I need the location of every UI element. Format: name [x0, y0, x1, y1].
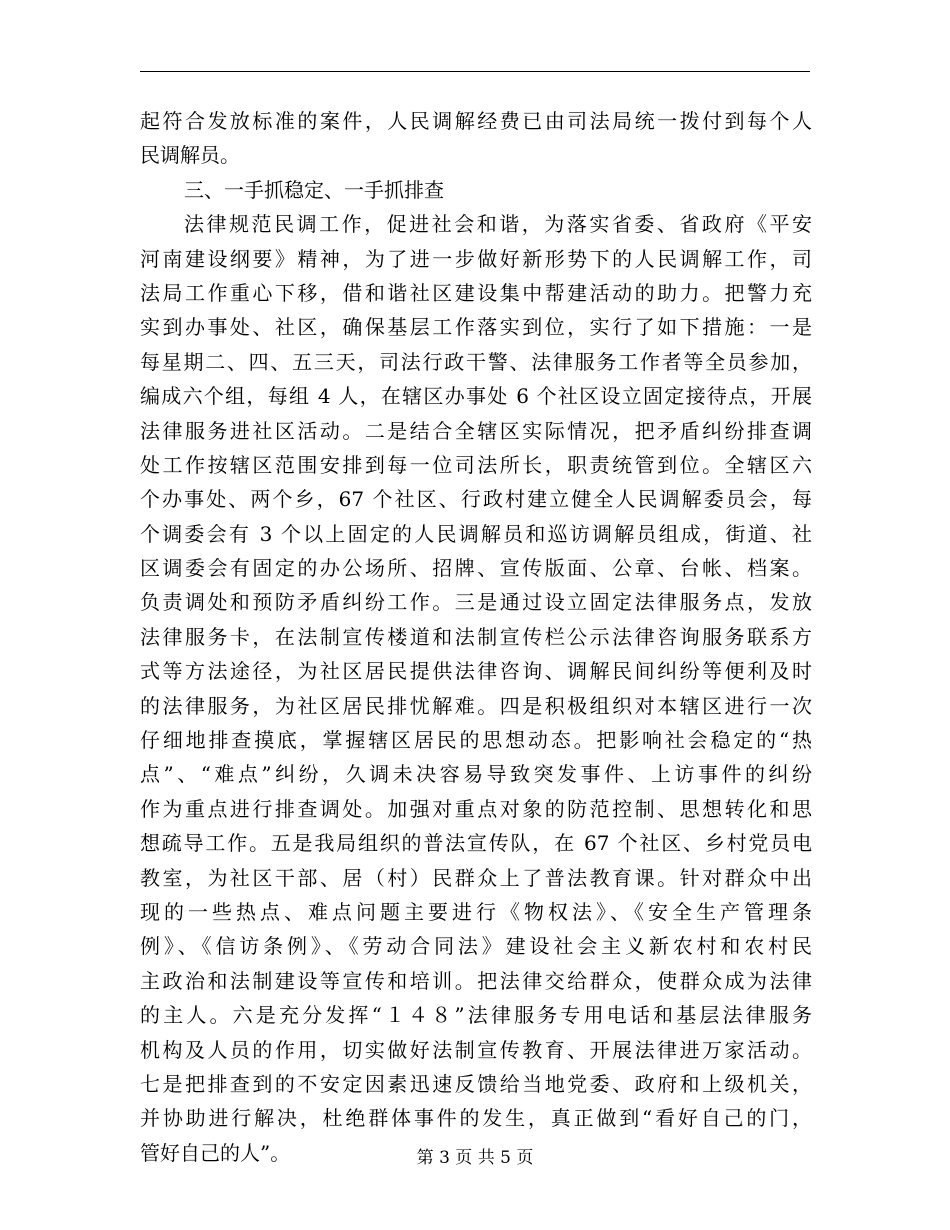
text-line: 处工作按辖区范围安排到每一位司法所长，职责统管到位。全辖区六	[140, 452, 812, 477]
text-line: 法律服务进社区活动。二是结合全辖区实际情况，把矛盾纠纷排查调	[140, 418, 812, 443]
text-line: 区调委会有固定的办公场所、招牌、宣传版面、公章、台帐、档案。	[140, 556, 812, 581]
text-line: 个办事处、两个乡，67 个社区、行政村建立健全人民调解委员会，每	[140, 487, 812, 512]
text-line: 七是把排查到的不安定因素迅速反馈给当地党委、政府和上级机关，	[140, 1071, 812, 1096]
text-line: 管好自己的人”。	[140, 1140, 291, 1165]
text-line: 河南建设纲要》精神，为了进一步做好新形势下的人民调解工作，司	[140, 246, 812, 271]
document-body	[140, 104, 812, 1170]
page-footer: 第 3 页 共 5 页	[416, 1148, 534, 1168]
text-line: 起符合发放标准的案件，人民调解经费已由司法局统一拨付到每个人	[140, 109, 812, 133]
text-line: 仔细地排查摸底，掌握辖区居民的思想动态。把影响社会稳定的“热	[140, 728, 812, 753]
text-line: 的法律服务，为社区居民排忧解难。四是积极组织对本辖区进行一次	[140, 693, 812, 718]
text-line: 民调解员。	[140, 143, 240, 168]
text-line: 教室，为社区干部、居（村）民群众上了普法教育课。针对群众中出	[140, 865, 812, 890]
text-line: 每星期二、四、五三天，司法行政干警、法律服务工作者等全员参加，	[140, 349, 812, 374]
text-line: 机构及人员的作用，切实做好法制宣传教育、开展法律进万家活动。	[140, 1037, 812, 1062]
header-rule	[140, 71, 810, 72]
text-line: 点”、“难点”纠纷，久调未决容易导致突发事件、上访事件的纠纷	[140, 762, 812, 787]
text-line: 并协助进行解决，杜绝群体事件的发生，真正做到“看好自己的门，	[140, 1106, 812, 1131]
text-line: 实到办事处、社区，确保基层工作落实到位，实行了如下措施：一是	[140, 315, 812, 340]
text-line: 法律规范民调工作，促进社会和谐，为落实省委、省政府《平安	[184, 212, 812, 237]
text-line: 三、一手抓稳定、一手抓排查	[184, 177, 444, 202]
text-line: 个调委会有 3 个以上固定的人民调解员和巡访调解员组成，街道、社	[140, 521, 812, 546]
text-line: 负责调处和预防矛盾纠纷工作。三是通过设立固定法律服务点，发放	[140, 590, 812, 615]
text-line: 法律服务卡，在法制宣传楼道和法制宣传栏公示法律咨询服务联系方	[140, 624, 812, 649]
text-line: 现的一些热点、难点问题主要进行《物权法》、《安全生产管理条	[140, 899, 812, 924]
text-line: 例》、《信访条例》、《劳动合同法》建设社会主义新农村和农村民	[140, 934, 812, 959]
text-line: 作为重点进行排查调处。加强对重点对象的防范控制、思想转化和思	[140, 796, 812, 821]
text-line: 式等方法途径，为社区居民提供法律咨询、调解民间纠纷等便利及时	[140, 659, 812, 684]
text-line: 的主人。六是充分发挥“１４８”法律服务专用电话和基层法律服务	[140, 1003, 812, 1028]
text-line: 想疏导工作。五是我局组织的普法宣传队，在 67 个社区、乡村党员电	[140, 831, 812, 856]
text-line: 法局工作重心下移，借和谐社区建设集中帮建活动的助力。把警力充	[140, 280, 812, 305]
text-line: 编成六个组，每组 4 人，在辖区办事处 6 个社区设立固定接待点，开展	[140, 384, 812, 409]
text-line: 主政治和法制建设等宣传和培训。把法律交给群众，使群众成为法律	[140, 968, 812, 993]
